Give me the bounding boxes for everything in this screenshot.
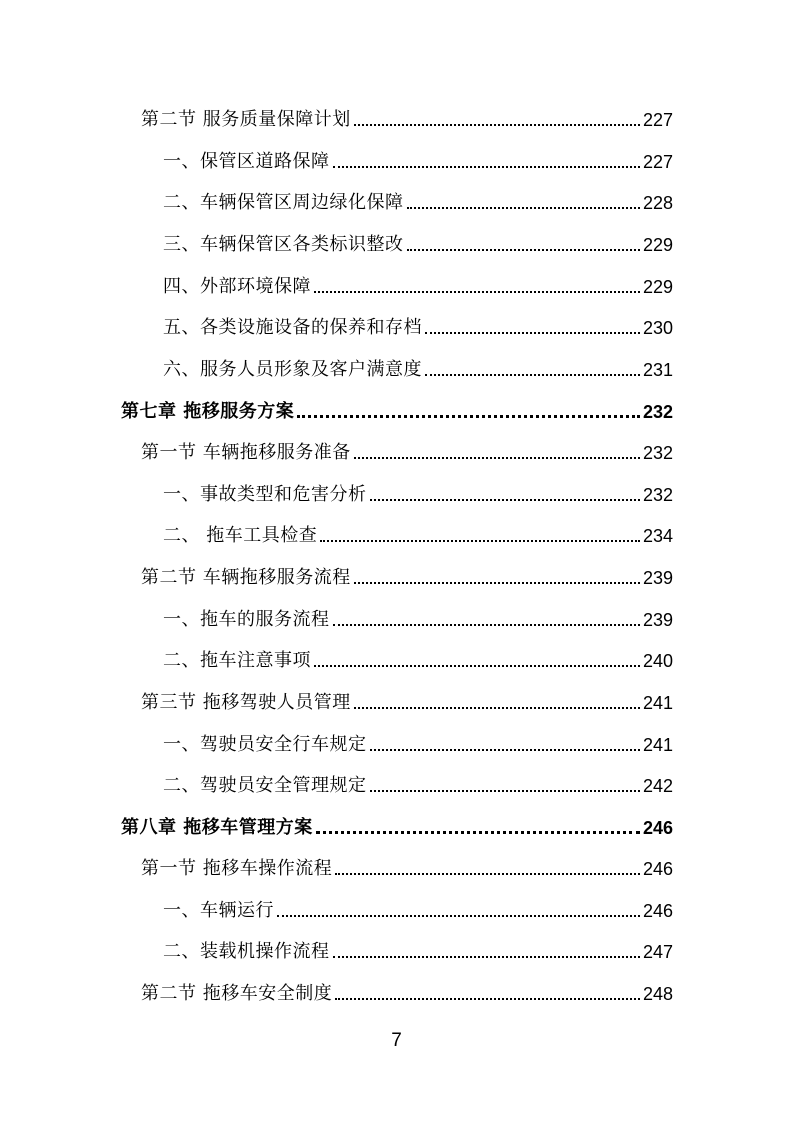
toc-entry-title: 二、装载机操作流程 <box>163 941 330 962</box>
toc-entry-title: 二、车辆保管区周边绿化保障 <box>163 192 404 213</box>
toc-entry-page: 248 <box>642 984 673 1004</box>
toc-entry-title: 一、驾驶员安全行车规定 <box>163 734 367 755</box>
toc-entry-subsection[interactable] <box>163 309 673 339</box>
toc-entry-page: 229 <box>642 277 673 297</box>
toc-entry-subsection[interactable] <box>163 892 673 922</box>
toc-entry-page: 231 <box>642 360 673 380</box>
toc-entry-page: 232 <box>642 485 673 505</box>
toc-entry-page: 241 <box>642 735 673 755</box>
toc-entry-subsection[interactable] <box>163 184 673 214</box>
toc-entry-title: 第一节 车辆拖移服务准备 <box>141 442 351 463</box>
toc-entry-title: 二、拖车注意事项 <box>163 650 311 671</box>
toc-entry-section[interactable] <box>141 559 673 589</box>
toc-entry-subsection[interactable] <box>163 726 673 756</box>
toc-entry-title: 一、事故类型和危害分析 <box>163 484 367 505</box>
dot-leader <box>314 665 640 667</box>
toc-entry-page: 228 <box>642 193 673 213</box>
toc-entry-title: 三、车辆保管区各类标识整改 <box>163 234 404 255</box>
dot-leader <box>370 749 640 751</box>
toc-entry-chapter[interactable] <box>121 393 673 423</box>
toc-entry-title: 六、服务人员形象及客户满意度 <box>163 359 422 380</box>
toc-entry-subsection[interactable] <box>163 226 673 256</box>
toc-entry-subsection[interactable] <box>163 351 673 381</box>
toc-entry-title: 第二节 车辆拖移服务流程 <box>141 567 351 588</box>
toc-entry-page: 246 <box>642 859 673 879</box>
dot-leader <box>316 831 640 834</box>
toc-entry-page: 230 <box>642 318 673 338</box>
toc-entry-subsection[interactable] <box>163 601 673 631</box>
toc-entry-chapter[interactable] <box>121 809 673 839</box>
dot-leader <box>425 332 640 334</box>
toc-entry-page: 246 <box>642 818 673 838</box>
dot-leader <box>354 457 640 459</box>
toc-entry-title: 第七章 拖移服务方案 <box>121 401 295 422</box>
dot-leader <box>335 998 640 1000</box>
toc-entry-subsection[interactable] <box>163 268 673 298</box>
dot-leader <box>407 249 640 251</box>
toc-entry-title: 第二节 服务质量保障计划 <box>141 109 351 130</box>
toc-entry-page: 227 <box>642 110 673 130</box>
toc-entry-page: 227 <box>642 152 673 172</box>
toc-entry-page: 239 <box>642 610 673 630</box>
dot-leader <box>407 207 640 209</box>
dot-leader <box>354 707 640 709</box>
toc-entry-title: 一、拖车的服务流程 <box>163 609 330 630</box>
toc-entry-title: 五、各类设施设备的保养和存档 <box>163 317 422 338</box>
dot-leader <box>297 415 640 418</box>
dot-leader <box>320 540 640 542</box>
dot-leader <box>354 582 640 584</box>
toc-entry-page: 234 <box>642 526 673 546</box>
dot-leader <box>425 374 640 376</box>
toc-entry-subsection[interactable] <box>163 642 673 672</box>
toc-entry-subsection[interactable] <box>163 476 673 506</box>
toc-entry-page: 229 <box>642 235 673 255</box>
dot-leader <box>370 790 640 792</box>
toc-entry-page: 246 <box>642 901 673 921</box>
toc-entry-title: 第一节 拖移车操作流程 <box>141 858 333 879</box>
dot-leader <box>277 915 640 917</box>
toc-entry-subsection[interactable] <box>163 933 673 963</box>
toc-entry-title: 二、驾驶员安全管理规定 <box>163 775 367 796</box>
toc-entry-title: 第八章 拖移车管理方案 <box>121 817 313 838</box>
dot-leader <box>314 291 640 293</box>
dot-leader <box>335 873 640 875</box>
toc-entry-title: 一、车辆运行 <box>163 900 274 921</box>
dot-leader <box>333 166 640 168</box>
toc-entry-subsection[interactable] <box>163 143 673 173</box>
toc-entry-subsection[interactable] <box>163 767 673 797</box>
dot-leader <box>333 956 640 958</box>
toc-entry-section[interactable] <box>141 850 673 880</box>
dot-leader <box>354 124 640 126</box>
toc-entry-title: 二、 拖车工具检查 <box>163 525 318 546</box>
dot-leader <box>370 499 640 501</box>
toc-entry-title: 一、保管区道路保障 <box>163 151 330 172</box>
toc-entry-section[interactable] <box>141 975 673 1005</box>
page-number: 7 <box>391 1030 402 1051</box>
toc-entry-page: 241 <box>642 693 673 713</box>
dot-leader <box>333 624 640 626</box>
toc-entry-page: 247 <box>642 942 673 962</box>
toc-entry-title: 第二节 拖移车安全制度 <box>141 983 333 1004</box>
toc-entry-page: 242 <box>642 776 673 796</box>
toc-entry-title: 第三节 拖移驾驶人员管理 <box>141 692 351 713</box>
toc-entry-page: 239 <box>642 568 673 588</box>
toc-entry-section[interactable] <box>141 434 673 464</box>
toc-entry-page: 232 <box>642 443 673 463</box>
toc-entry-section[interactable] <box>141 684 673 714</box>
toc-entry-page: 232 <box>642 402 673 422</box>
toc-entry-subsection[interactable] <box>163 517 673 547</box>
toc-entry-title: 四、外部环境保障 <box>163 276 311 297</box>
toc-entry-section[interactable] <box>141 101 673 131</box>
toc-entry-page: 240 <box>642 651 673 671</box>
